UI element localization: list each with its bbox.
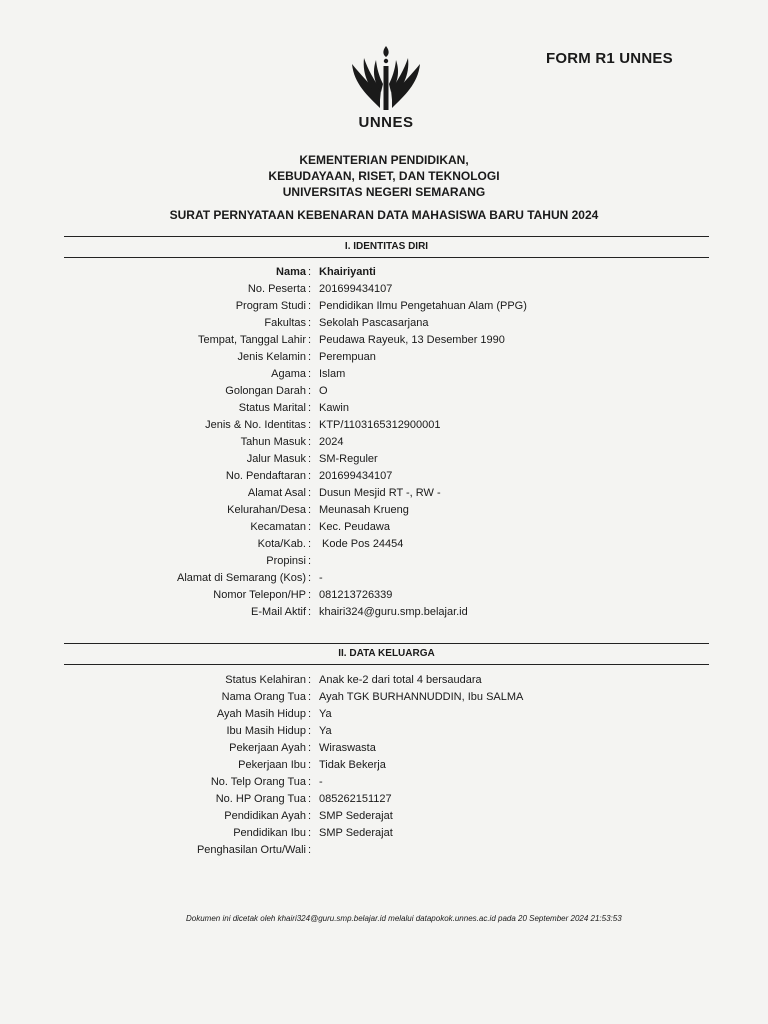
field-value: KTP/1103165312900001 (319, 419, 441, 431)
field-value: Anak ke-2 dari total 4 bersaudara (319, 674, 482, 686)
field-separator: : (308, 419, 312, 431)
field-value: Kec. Peudawa (319, 521, 390, 533)
divider (64, 664, 709, 665)
field-separator: : (308, 334, 312, 346)
field-label: Kelurahan/Desa (227, 504, 306, 516)
field-row (0, 351, 768, 368)
ministry-heading (0, 152, 768, 200)
field-row-nama (0, 266, 768, 283)
field-row (0, 368, 768, 385)
ministry-line-2: KEBUDAYAAN, RISET, DAN TEKNOLOGI (268, 169, 500, 183)
field-row (0, 300, 768, 317)
field-value: SM-Reguler (319, 453, 378, 465)
field-label: No. HP Orang Tua (215, 793, 306, 805)
field-value: Ya (319, 708, 332, 720)
field-value: Peudawa Rayeuk, 13 Desember 1990 (319, 334, 505, 346)
field-label: Tempat, Tanggal Lahir (197, 334, 306, 346)
field-label: Tahun Masuk (240, 436, 306, 448)
divider (64, 643, 709, 644)
section-title: I. IDENTITAS DIRI (344, 241, 429, 252)
divider (64, 236, 709, 237)
field-row (0, 470, 768, 487)
field-row (0, 589, 768, 606)
field-value: O (319, 385, 328, 397)
field-label: Status Kelahiran (225, 674, 306, 686)
unnes-logo (346, 44, 426, 136)
field-separator: : (308, 589, 312, 601)
field-separator: : (308, 436, 312, 448)
field-value: Pendidikan Ilmu Pengetahuan Alam (PPG) (319, 300, 527, 312)
field-separator: : (308, 844, 312, 856)
field-label: Kota/Kab. (257, 538, 306, 550)
field-separator: : (308, 674, 312, 686)
field-value: Ya (319, 725, 332, 737)
field-value: Islam (319, 368, 346, 380)
field-value: khairi324@guru.smp.belajar.id (319, 606, 468, 618)
field-separator: : (308, 385, 312, 397)
field-row (0, 844, 768, 861)
field-label: Jenis & No. Identitas (205, 419, 306, 431)
field-separator: : (308, 368, 312, 380)
field-value: 085262151127 (319, 793, 392, 805)
field-label: Ibu Masih Hidup (226, 725, 306, 737)
field-row (0, 283, 768, 300)
field-label: Jenis Kelamin (237, 351, 306, 363)
field-label: Alamat di Semarang (Kos) (177, 572, 306, 584)
field-row (0, 385, 768, 402)
field-separator: : (308, 776, 312, 788)
form-code: FORM R1 UNNES (546, 50, 673, 67)
field-label: Penghasilan Ortu/Wali (196, 844, 306, 856)
field-separator: : (308, 555, 312, 567)
field-row (0, 708, 768, 725)
section-identitas-header (64, 236, 709, 258)
field-value: Meunasah Krueng (319, 504, 409, 516)
field-value: 201699434107 (319, 470, 393, 482)
field-value: SMP Sederajat (319, 827, 393, 839)
field-separator: : (308, 810, 312, 822)
print-footer: Dokumen ini dicetak oleh khairi324@guru.smp.belajar.id melalui datapokok.unnes.ac.id pada 20 September 2024 21:53:53 (186, 914, 622, 923)
field-separator: : (308, 402, 312, 414)
field-separator: : (308, 470, 312, 482)
divider (64, 257, 709, 258)
field-row (0, 810, 768, 827)
field-label: Program Studi (235, 300, 306, 312)
field-separator: : (308, 572, 312, 584)
field-separator: : (308, 691, 312, 703)
field-label: Pendidikan Ibu (233, 827, 306, 839)
field-label: Pekerjaan Ayah (229, 742, 306, 754)
field-separator: : (308, 266, 312, 278)
field-row (0, 776, 768, 793)
ministry-line-3: UNIVERSITAS NEGERI SEMARANG (282, 185, 486, 199)
field-label: Alamat Asal (247, 487, 306, 499)
field-label: Propinsi (266, 555, 306, 567)
field-label: Status Marital (238, 402, 306, 414)
field-value: - (319, 776, 323, 788)
field-separator: : (308, 453, 312, 465)
field-row (0, 606, 768, 623)
field-row (0, 436, 768, 453)
field-label: E-Mail Aktif (250, 606, 306, 618)
field-value: 2024 (319, 436, 344, 448)
field-row (0, 759, 768, 776)
field-separator: : (308, 521, 312, 533)
field-label: Fakultas (264, 317, 306, 329)
section-title: II. DATA KELUARGA (338, 648, 435, 659)
field-separator: : (308, 538, 312, 550)
field-separator: : (308, 606, 312, 618)
field-separator: : (308, 300, 312, 312)
field-row (0, 504, 768, 521)
field-label: Pekerjaan Ibu (238, 759, 306, 771)
field-label: No. Pendaftaran (225, 470, 306, 482)
field-row (0, 725, 768, 742)
unnes-emblem-icon (346, 44, 426, 116)
field-value: - (319, 572, 323, 584)
field-value: Kawin (319, 402, 349, 414)
field-label: No. Telp Orang Tua (210, 776, 306, 788)
field-row (0, 402, 768, 419)
field-row (0, 827, 768, 844)
field-row (0, 453, 768, 470)
field-separator: : (308, 317, 312, 329)
field-value: Wiraswasta (319, 742, 376, 754)
keluarga-rows (0, 674, 768, 861)
field-value: Sekolah Pascasarjana (319, 317, 429, 329)
field-label: Ayah Masih Hidup (216, 708, 306, 720)
field-label: Nama (276, 266, 306, 278)
field-row (0, 742, 768, 759)
field-row (0, 674, 768, 691)
identitas-rows (0, 266, 768, 623)
field-label: No. Peserta (247, 283, 306, 295)
field-label: Agama (271, 368, 306, 380)
document-title: SURAT PERNYATAAN KEBENARAN DATA MAHASISWA BARU TAHUN 2024 (169, 208, 599, 222)
field-row (0, 555, 768, 572)
field-value: Dusun Mesjid RT -, RW - (319, 487, 441, 499)
logo-text: UNNES (358, 114, 414, 131)
field-row (0, 691, 768, 708)
field-value: Kode Pos 24454 (319, 538, 404, 550)
field-row (0, 487, 768, 504)
field-separator: : (308, 708, 312, 720)
field-value: 081213726339 (319, 589, 393, 601)
field-label: Golongan Darah (225, 385, 306, 397)
section-keluarga-header (64, 643, 709, 665)
field-row (0, 793, 768, 810)
field-separator: : (308, 725, 312, 737)
field-label: Nama Orang Tua (221, 691, 306, 703)
field-separator: : (308, 742, 312, 754)
field-separator: : (308, 283, 312, 295)
field-row (0, 317, 768, 334)
ministry-line-1: KEMENTERIAN PENDIDIKAN, (299, 153, 469, 167)
field-row (0, 521, 768, 538)
field-value: Ayah TGK BURHANNUDDIN, Ibu SALMA (319, 691, 524, 703)
field-label: Kecamatan (250, 521, 306, 533)
field-separator: : (308, 759, 312, 771)
field-label: Pendidikan Ayah (224, 810, 306, 822)
field-value: Perempuan (319, 351, 376, 363)
field-row (0, 538, 768, 555)
field-separator: : (308, 793, 312, 805)
field-label: Nomor Telepon/HP (213, 589, 306, 601)
field-separator: : (308, 351, 312, 363)
field-label: Jalur Masuk (246, 453, 306, 465)
field-separator: : (308, 487, 312, 499)
field-value: Khairiyanti (319, 266, 376, 278)
field-row (0, 334, 768, 351)
field-value: SMP Sederajat (319, 810, 393, 822)
field-value: Tidak Bekerja (319, 759, 386, 771)
field-row (0, 572, 768, 589)
field-row (0, 419, 768, 436)
field-separator: : (308, 504, 312, 516)
field-separator: : (308, 827, 312, 839)
field-value: 201699434107 (319, 283, 393, 295)
